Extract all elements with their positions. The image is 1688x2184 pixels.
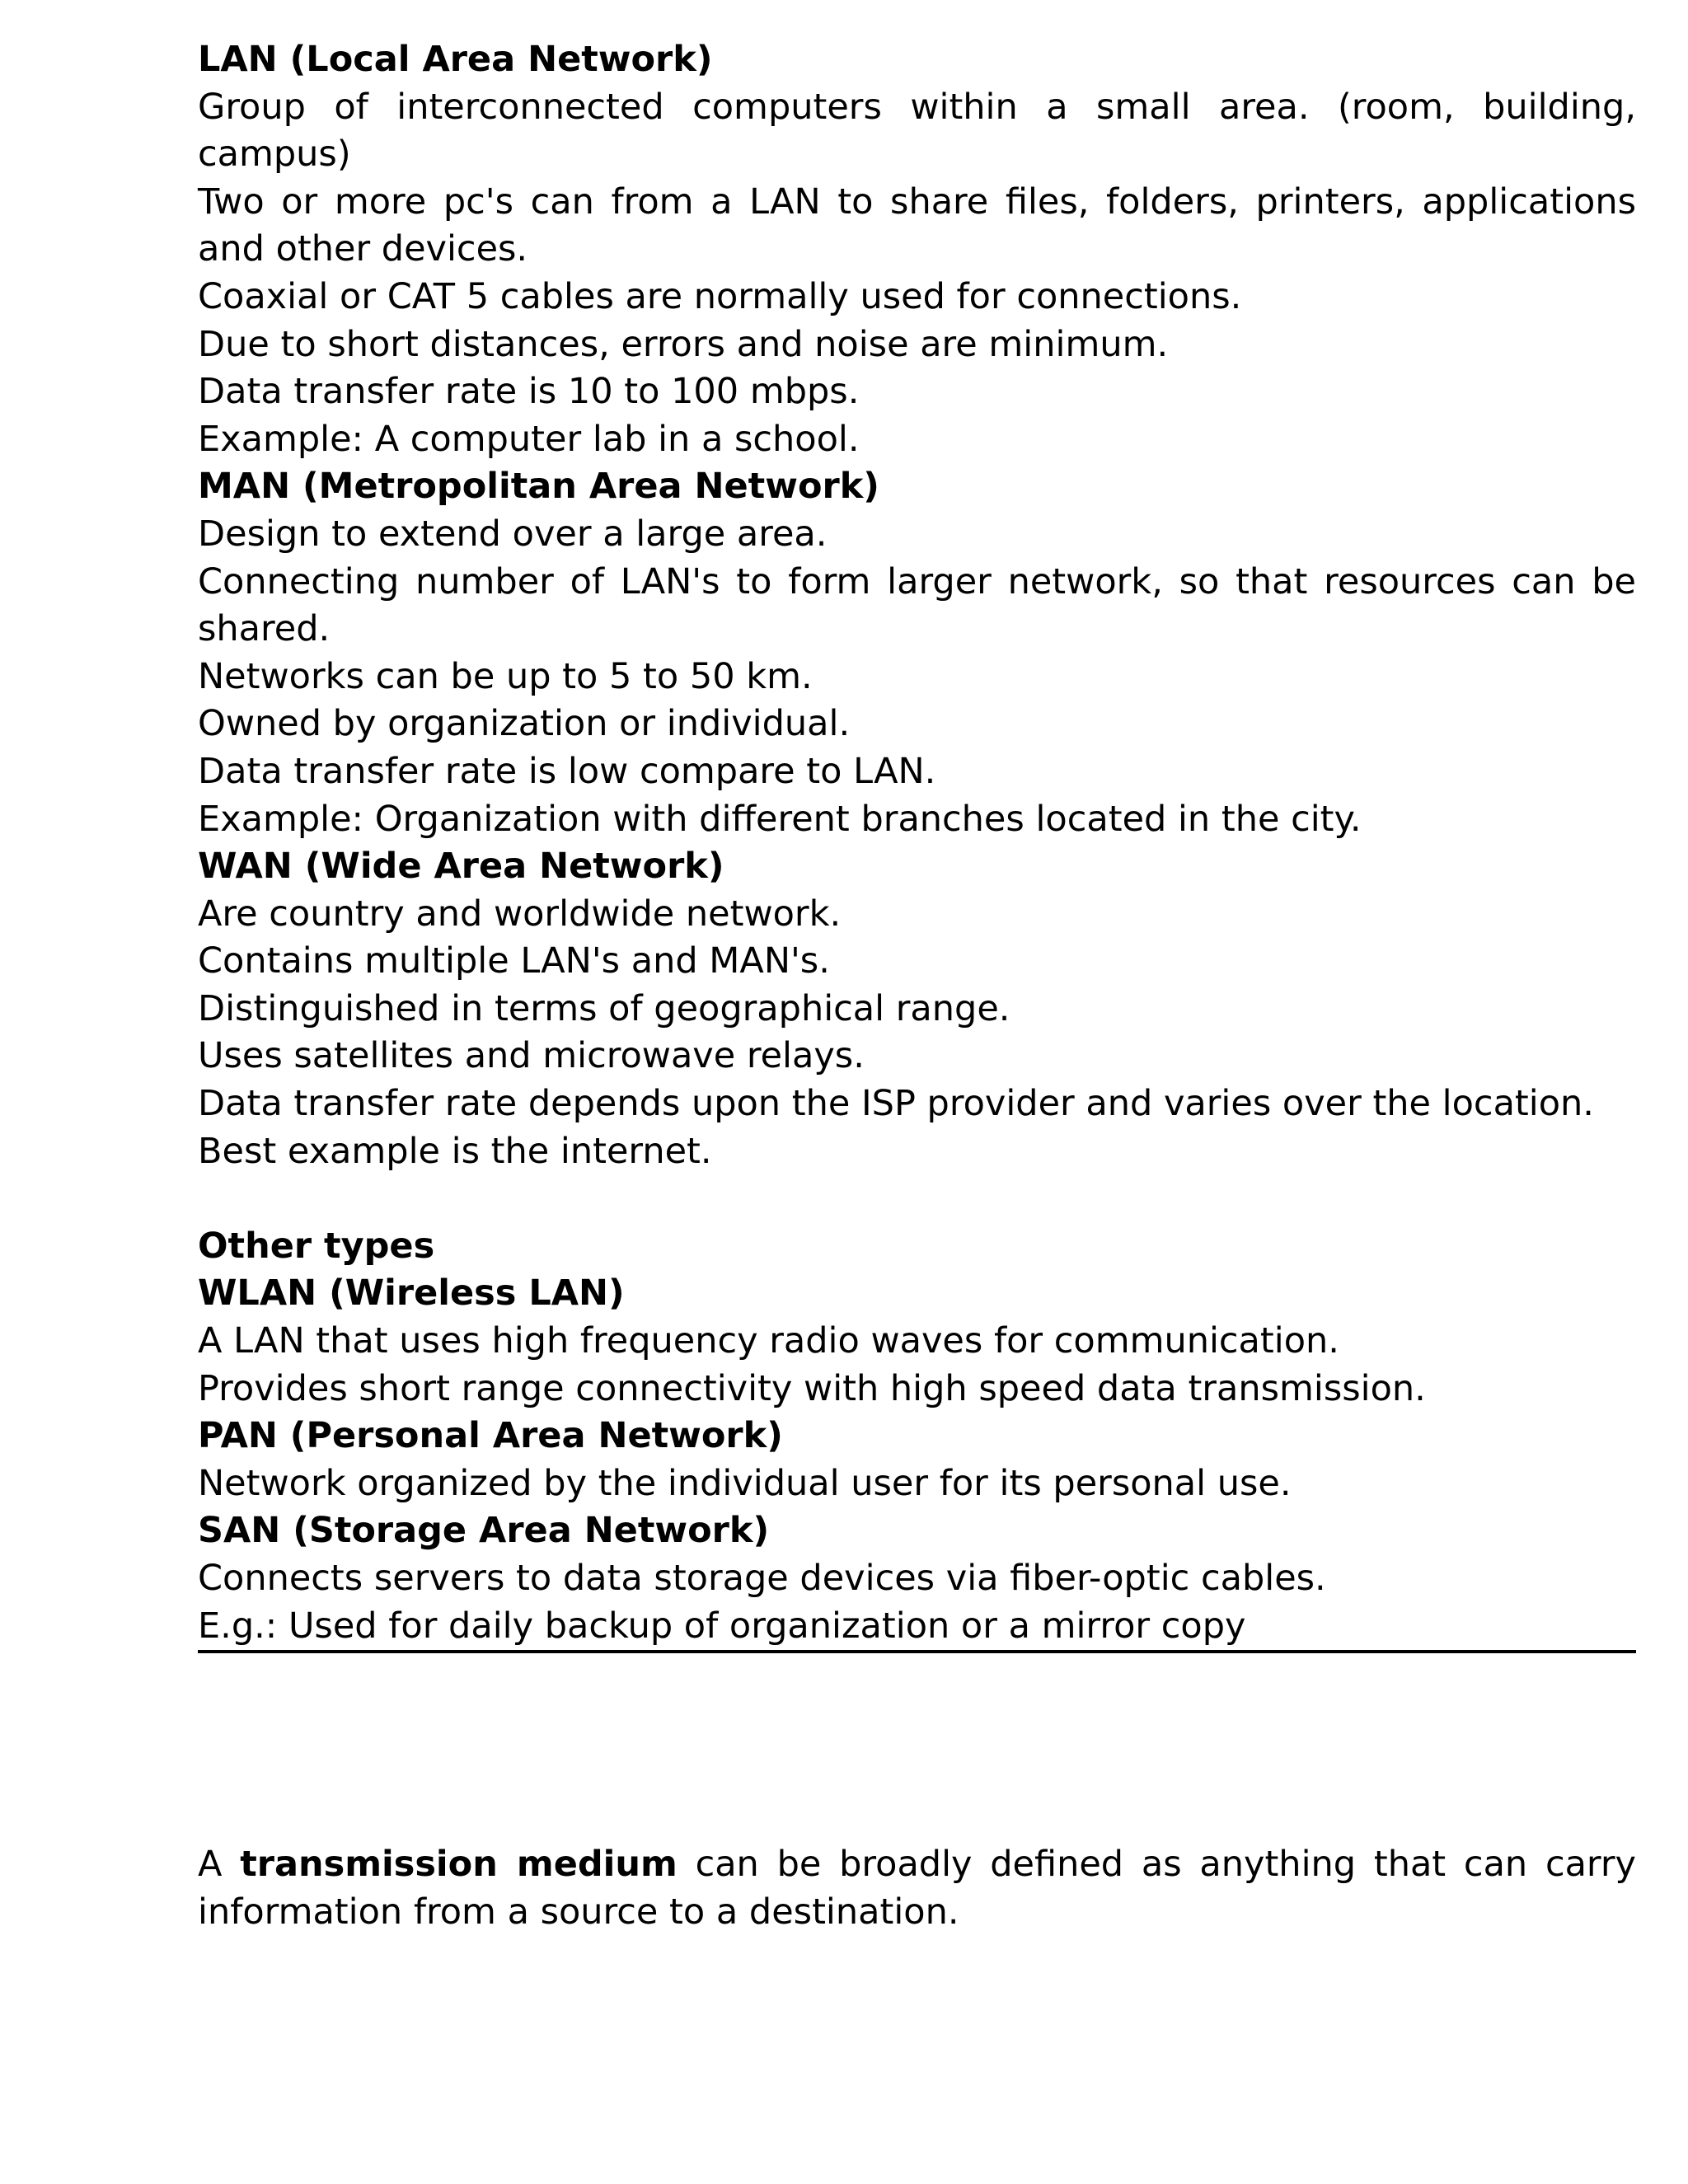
lan-line-5: Data transfer rate is 10 to 100 mbps. — [198, 371, 860, 413]
transmission-medium-paragraph — [198, 1841, 1636, 1936]
blank-spacer — [198, 1175, 1636, 1223]
lan-line-6: Example: A computer lab in a school. — [198, 418, 860, 460]
intro-bold-term: transmission medium — [240, 1844, 678, 1885]
man-line-6: Example: Organization with different branches located in the city. — [198, 798, 1362, 840]
wlan-heading: WLAN (Wireless LAN) — [198, 1272, 625, 1315]
section-divider — [198, 1650, 1636, 1653]
document-page — [198, 36, 1636, 1653]
wlan-line-1: A LAN that uses high frequency radio waves for communication. — [198, 1320, 1339, 1362]
wan-line-5: Data transfer rate depends upon the ISP provider and varies over the location. — [198, 1083, 1594, 1125]
san-heading: SAN (Storage Area Network) — [198, 1510, 770, 1552]
pan-line-1: Network organized by the individual user for its personal use. — [198, 1462, 1292, 1504]
wan-line-4: Uses satellites and microwave relays. — [198, 1035, 865, 1077]
man-line-4: Owned by organization or individual. — [198, 703, 851, 745]
san-line-1: Connects servers to data storage devices via fiber-optic cables. — [198, 1558, 1326, 1599]
other-types-heading: Other types — [198, 1225, 435, 1267]
pan-heading: PAN (Personal Area Network) — [198, 1415, 783, 1457]
wan-line-2: Contains multiple LAN's and MAN's. — [198, 940, 830, 982]
lan-line-4: Due to short distances, errors and noise are minimum. — [198, 323, 1169, 365]
wan-line-3: Distinguished in terms of geographical range. — [198, 987, 1010, 1029]
man-line-5: Data transfer rate is low compare to LAN. — [198, 750, 936, 792]
lan-line-2: Two or more pc's can from a LAN to share files, folders, printers, applications and other devices. — [198, 180, 1636, 270]
man-line-2: Connecting number of LAN's to form larger network, so that resources can be shared. — [198, 560, 1636, 650]
lan-line-3: Coaxial or CAT 5 cables are normally used for connections. — [198, 275, 1242, 317]
lan-heading: LAN (Local Area Network) — [198, 39, 713, 80]
man-line-3: Networks can be up to 5 to 50 km. — [198, 655, 813, 697]
wan-line-6: Best example is the internet. — [198, 1130, 712, 1172]
man-line-1: Design to extend over a large area. — [198, 513, 828, 555]
lan-line-1: Group of interconnected computers within a small area. (room, building, campus) — [198, 86, 1636, 176]
intro-suffix: can be broadly defined as anything that can carry information from a source to a destination. — [198, 1844, 1636, 1933]
san-line-2: E.g.: Used for daily backup of organization or a mirror copy — [198, 1605, 1246, 1647]
wlan-line-2: Provides short range connectivity with high speed data transmission. — [198, 1367, 1426, 1409]
transmission-medium-block — [198, 1841, 1636, 1936]
man-heading: MAN (Metropolitan Area Network) — [198, 466, 879, 508]
wan-line-1: Are country and worldwide network. — [198, 893, 842, 935]
intro-prefix: A — [198, 1844, 241, 1885]
wan-heading: WAN (Wide Area Network) — [198, 846, 724, 888]
